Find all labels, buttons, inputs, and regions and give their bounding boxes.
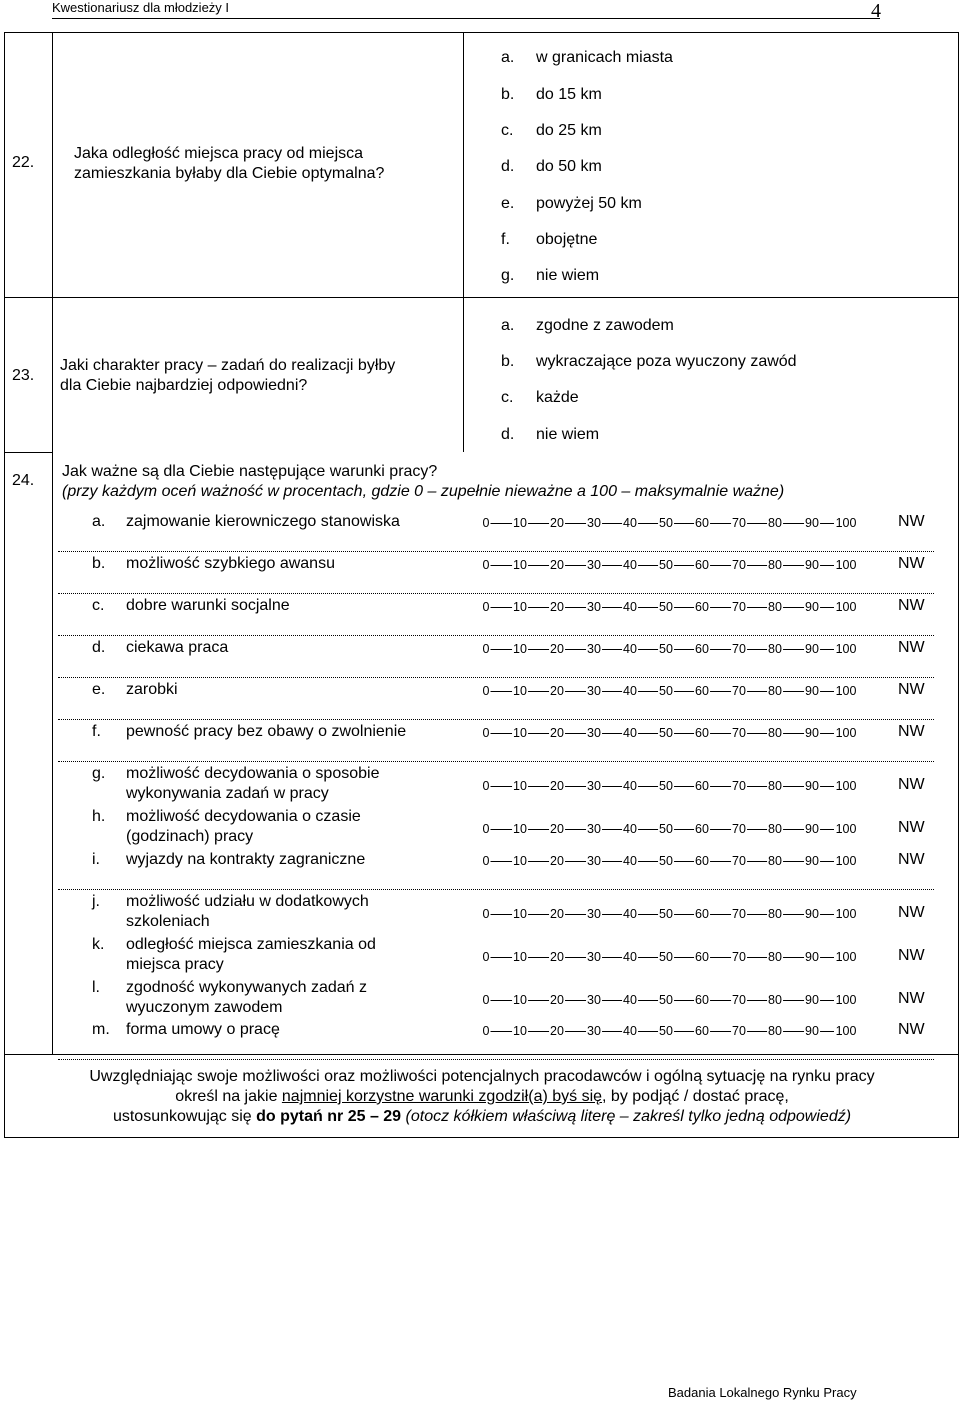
no-opinion-option[interactable]: NW [898, 990, 925, 1007]
scale-tick[interactable]: 90 [805, 993, 819, 1007]
rating-scale[interactable] [480, 557, 857, 573]
scale-tick[interactable]: 30 [587, 1024, 601, 1038]
row-separator [58, 635, 934, 636]
scale-tick[interactable]: 30 [587, 907, 601, 921]
option-23-b[interactable]: b. wykraczające poza wyuczony zawód [501, 353, 797, 370]
scale-tick[interactable]: 60 [695, 907, 709, 921]
rating-scale[interactable] [480, 725, 857, 741]
no-opinion-option[interactable]: NW [898, 555, 925, 572]
section-instruction: Uwzględniając swoje możliwości oraz możliwości potencjalnych pracodawców i ogólną sytuację na rynku pracy określ na jakie najmniej korzystne warunki zgodził(a) byś się, by podjąć / dostać pracę, ustosunkowując się do pytań nr 25 – 29 (otocz kółkiem właściwą literę – zakreśl tylko jedną odpowiedź) [89, 1068, 875, 1125]
rating-scale[interactable] [480, 821, 857, 837]
scale-tick[interactable]: 60 [695, 642, 709, 656]
scale-tick[interactable]: 70 [732, 993, 746, 1007]
scale-tick[interactable]: 30 [587, 822, 601, 836]
scale-tick[interactable]: 30 [587, 558, 601, 572]
rating-row-letter: e. [92, 681, 106, 698]
scale-tick[interactable]: 0 [482, 516, 490, 530]
no-opinion-option[interactable]: NW [898, 851, 925, 868]
question-number-22: 22. [12, 154, 35, 171]
scale-tick[interactable]: 20 [550, 779, 564, 793]
rating-row-label: zajmowanie kierowniczego stanowiska [126, 513, 400, 530]
rating-row [92, 681, 928, 703]
scale-tick[interactable]: 50 [659, 993, 673, 1007]
scale-tick[interactable]: 50 [659, 642, 673, 656]
scale-tick[interactable]: 10 [513, 516, 527, 530]
scale-tick[interactable]: 0 [482, 907, 490, 921]
scale-tick[interactable]: 80 [768, 950, 782, 964]
option-22-e[interactable]: e. powyżej 50 km [501, 195, 642, 212]
scale-tick[interactable]: 50 [659, 558, 673, 572]
scale-tick[interactable]: 70 [732, 642, 746, 656]
question-number-23: 23. [12, 367, 35, 384]
scale-tick[interactable]: 60 [695, 684, 709, 698]
scale-tick[interactable]: 0 [482, 600, 490, 614]
rating-row-label: zgodność wykonywanych zadań z wyuczonym zawodem [126, 979, 368, 1016]
question-text-23: Jaki charakter pracy – zadań do realizacji byłby dla Ciebie najbardziej odpowiedni? [60, 357, 396, 394]
no-opinion-option[interactable]: NW [898, 776, 925, 793]
scale-tick[interactable]: 100 [835, 779, 857, 793]
scale-tick[interactable]: 50 [659, 907, 673, 921]
rating-row-label: pewność pracy bez obawy o zwolnienie [126, 723, 407, 740]
no-opinion-option[interactable]: NW [898, 947, 925, 964]
scale-tick[interactable]: 100 [835, 907, 857, 921]
scale-tick[interactable]: 90 [805, 726, 819, 740]
rating-row [92, 851, 928, 873]
rating-scale[interactable] [480, 853, 857, 869]
scale-tick[interactable]: 80 [768, 993, 782, 1007]
rating-row-letter: k. [92, 936, 105, 953]
no-opinion-option[interactable]: NW [898, 681, 925, 698]
scale-tick[interactable]: 30 [587, 854, 601, 868]
scale-tick[interactable]: 70 [732, 822, 746, 836]
column-divider [463, 32, 464, 452]
rating-scale[interactable] [480, 949, 857, 965]
scale-tick[interactable]: 70 [732, 516, 746, 530]
scale-tick[interactable]: 10 [513, 950, 527, 964]
rating-row-letter: h. [92, 808, 106, 825]
option-22-g[interactable]: g. nie wiem [501, 267, 600, 284]
rating-row [92, 979, 928, 1021]
scale-tick[interactable]: 50 [659, 600, 673, 614]
scale-tick[interactable]: 80 [768, 779, 782, 793]
no-opinion-option[interactable]: NW [898, 904, 925, 921]
no-opinion-option[interactable]: NW [898, 639, 925, 656]
row-separator [58, 761, 934, 762]
no-opinion-option[interactable]: NW [898, 597, 925, 614]
rating-row-label: dobre warunki socjalne [126, 597, 290, 614]
option-22-c[interactable]: c. do 25 km [501, 122, 602, 139]
rating-row-letter: j. [92, 893, 100, 910]
scale-tick[interactable]: 90 [805, 950, 819, 964]
scale-tick[interactable]: 30 [587, 726, 601, 740]
option-23-c[interactable]: c. każde [501, 389, 579, 406]
row-separator [58, 719, 934, 720]
footer-text: Badania Lokalnego Rynku Pracy [668, 1385, 857, 1400]
rating-row-label: forma umowy o pracę [126, 1021, 280, 1038]
row-divider [4, 297, 959, 298]
scale-tick[interactable]: 60 [695, 822, 709, 836]
scale-tick[interactable]: 40 [623, 950, 637, 964]
row-divider [4, 1054, 959, 1055]
row-separator [58, 677, 934, 678]
scale-tick[interactable]: 30 [587, 950, 601, 964]
rating-row-letter: l. [92, 979, 100, 996]
scale-tick[interactable]: 50 [659, 822, 673, 836]
scale-tick[interactable]: 60 [695, 1024, 709, 1038]
row-separator [58, 1059, 934, 1060]
scale-tick[interactable]: 10 [513, 600, 527, 614]
rating-row-label: możliwość udziału w dodatkowych szkoleniach [126, 893, 369, 930]
scale-tick[interactable]: 30 [587, 642, 601, 656]
scale-tick[interactable]: 90 [805, 907, 819, 921]
scale-tick[interactable]: 70 [732, 600, 746, 614]
scale-tick[interactable]: 90 [805, 684, 819, 698]
no-opinion-option[interactable]: NW [898, 819, 925, 836]
scale-tick[interactable]: 50 [659, 726, 673, 740]
scale-tick[interactable]: 90 [805, 516, 819, 530]
rating-scale[interactable] [480, 515, 857, 531]
scale-tick[interactable]: 20 [550, 684, 564, 698]
scale-tick[interactable]: 100 [835, 950, 857, 964]
rating-row [92, 639, 928, 661]
scale-tick[interactable]: 0 [482, 993, 490, 1007]
scale-tick[interactable]: 80 [768, 1024, 782, 1038]
scale-tick[interactable]: 20 [550, 726, 564, 740]
scale-tick[interactable]: 10 [513, 726, 527, 740]
scale-tick[interactable]: 80 [768, 726, 782, 740]
scale-tick[interactable]: 100 [835, 726, 857, 740]
scale-tick[interactable]: 10 [513, 854, 527, 868]
rating-scale[interactable] [480, 906, 857, 922]
scale-tick[interactable]: 60 [695, 558, 709, 572]
scale-tick[interactable]: 20 [550, 907, 564, 921]
rating-scale[interactable] [480, 1023, 857, 1039]
scale-tick[interactable]: 10 [513, 822, 527, 836]
scale-tick[interactable]: 0 [482, 642, 490, 656]
question-number-24: 24. [12, 472, 35, 489]
scale-tick[interactable]: 70 [732, 558, 746, 572]
scale-tick[interactable]: 90 [805, 822, 819, 836]
scale-tick[interactable]: 40 [623, 558, 637, 572]
scale-tick[interactable]: 0 [482, 779, 490, 793]
scale-tick[interactable]: 70 [732, 854, 746, 868]
no-opinion-option[interactable]: NW [898, 513, 925, 530]
scale-tick[interactable]: 90 [805, 854, 819, 868]
rating-row-label: ciekawa praca [126, 639, 229, 656]
rating-row [92, 723, 928, 745]
scale-tick[interactable]: 30 [587, 684, 601, 698]
scale-tick[interactable]: 40 [623, 516, 637, 530]
scale-tick[interactable]: 70 [732, 907, 746, 921]
header-title: Kwestionariusz dla młodzieży I [52, 0, 230, 15]
rating-row-label: wyjazdy na kontrakty zagraniczne [126, 851, 366, 868]
rating-row [92, 893, 928, 935]
scale-tick[interactable]: 100 [835, 558, 857, 572]
scale-tick[interactable]: 10 [513, 642, 527, 656]
scale-tick[interactable]: 60 [695, 950, 709, 964]
rating-row-label: zarobki [126, 681, 178, 698]
rating-row-letter: d. [92, 639, 106, 656]
scale-tick[interactable]: 40 [623, 642, 637, 656]
scale-tick[interactable]: 0 [482, 854, 490, 868]
scale-tick[interactable]: 0 [482, 950, 490, 964]
scale-tick[interactable]: 40 [623, 600, 637, 614]
question-title-24: Jak ważne są dla Ciebie następujące warunki pracy? [62, 463, 438, 480]
scale-tick[interactable]: 10 [513, 684, 527, 698]
scale-tick[interactable]: 80 [768, 854, 782, 868]
option-22-b[interactable]: b. do 15 km [501, 86, 602, 103]
rating-row-letter: c. [92, 597, 105, 614]
scale-tick[interactable]: 50 [659, 516, 673, 530]
rating-row-label: odległość miejsca zamieszkania od miejsca pracy [126, 936, 376, 973]
scale-tick[interactable]: 10 [513, 907, 527, 921]
scale-tick[interactable]: 20 [550, 854, 564, 868]
rating-row-letter: b. [92, 555, 106, 572]
scale-tick[interactable]: 90 [805, 1024, 819, 1038]
rating-row [92, 597, 928, 619]
option-23-a[interactable]: a. zgodne z zawodem [501, 317, 674, 334]
scale-tick[interactable]: 0 [482, 1024, 490, 1038]
scale-tick[interactable]: 30 [587, 779, 601, 793]
scale-tick[interactable]: 60 [695, 854, 709, 868]
scale-tick[interactable]: 80 [768, 516, 782, 530]
scale-tick[interactable]: 0 [482, 558, 490, 572]
column-divider [52, 32, 53, 1054]
rating-row-label: możliwość szybkiego awansu [126, 555, 335, 572]
scale-tick[interactable]: 50 [659, 854, 673, 868]
scale-tick[interactable]: 10 [513, 1024, 527, 1038]
question-instruction-24: (przy każdym oceń ważność w procentach, gdzie 0 – zupełnie nieważne a 100 – maksymalnie ważne) [62, 483, 785, 500]
rating-scale[interactable] [480, 992, 857, 1008]
rating-row-label: możliwość decydowania o czasie (godzinach) pracy [126, 808, 361, 845]
scale-tick[interactable]: 80 [768, 600, 782, 614]
rating-row-label: możliwość decydowania o sposobie wykonywania zadań w pracy [126, 765, 380, 802]
scale-tick[interactable]: 50 [659, 779, 673, 793]
scale-tick[interactable]: 40 [623, 907, 637, 921]
scale-tick[interactable]: 40 [623, 822, 637, 836]
scale-tick[interactable]: 30 [587, 516, 601, 530]
scale-tick[interactable]: 80 [768, 642, 782, 656]
scale-tick[interactable]: 80 [768, 684, 782, 698]
row-separator [58, 889, 934, 890]
scale-tick[interactable]: 80 [768, 558, 782, 572]
scale-tick[interactable]: 10 [513, 779, 527, 793]
rating-row [92, 936, 928, 978]
option-22-d[interactable]: d. do 50 km [501, 158, 602, 175]
rating-row-letter: a. [92, 513, 106, 530]
rating-row [92, 513, 928, 535]
scale-tick[interactable]: 0 [482, 684, 490, 698]
scale-tick[interactable]: 40 [623, 993, 637, 1007]
scale-tick[interactable]: 20 [550, 558, 564, 572]
scale-tick[interactable]: 100 [835, 642, 857, 656]
scale-tick[interactable]: 60 [695, 779, 709, 793]
scale-tick[interactable]: 10 [513, 558, 527, 572]
row-separator [58, 551, 934, 552]
rating-row-letter: m. [92, 1021, 110, 1038]
scale-tick[interactable]: 0 [482, 822, 490, 836]
row-divider [4, 452, 53, 453]
scale-tick[interactable]: 60 [695, 726, 709, 740]
scale-tick[interactable]: 60 [695, 993, 709, 1007]
scale-tick[interactable]: 50 [659, 684, 673, 698]
scale-tick[interactable]: 40 [623, 726, 637, 740]
scale-tick[interactable]: 90 [805, 600, 819, 614]
scale-tick[interactable]: 40 [623, 1024, 637, 1038]
header-rule [52, 18, 880, 19]
rating-row-letter: g. [92, 765, 106, 782]
scale-tick[interactable]: 70 [732, 684, 746, 698]
scale-tick[interactable]: 100 [835, 854, 857, 868]
scale-tick[interactable]: 100 [835, 516, 857, 530]
scale-tick[interactable]: 20 [550, 822, 564, 836]
no-opinion-option[interactable]: NW [898, 723, 925, 740]
scale-tick[interactable]: 40 [623, 854, 637, 868]
scale-tick[interactable]: 40 [623, 684, 637, 698]
scale-tick[interactable]: 20 [550, 1024, 564, 1038]
scale-tick[interactable]: 20 [550, 600, 564, 614]
no-opinion-option[interactable]: NW [898, 1021, 925, 1038]
scale-tick[interactable]: 20 [550, 993, 564, 1007]
scale-tick[interactable]: 70 [732, 779, 746, 793]
row-separator [58, 593, 934, 594]
scale-tick[interactable]: 80 [768, 822, 782, 836]
scale-tick[interactable]: 100 [835, 993, 857, 1007]
rating-scale[interactable] [480, 683, 857, 699]
scale-tick[interactable]: 100 [835, 822, 857, 836]
scale-tick[interactable]: 70 [732, 950, 746, 964]
scale-tick[interactable]: 20 [550, 950, 564, 964]
scale-tick[interactable]: 30 [587, 600, 601, 614]
scale-tick[interactable]: 100 [835, 600, 857, 614]
rating-scale[interactable] [480, 641, 857, 657]
rating-row [92, 1021, 928, 1043]
option-23-d[interactable]: d. nie wiem [501, 426, 600, 443]
rating-row [92, 765, 928, 807]
scale-tick[interactable]: 20 [550, 642, 564, 656]
rating-row [92, 555, 928, 577]
scale-tick[interactable]: 100 [835, 684, 857, 698]
scale-tick[interactable]: 90 [805, 558, 819, 572]
rating-row-letter: i. [92, 851, 100, 868]
option-22-a[interactable]: a. w granicach miasta [501, 49, 673, 66]
rating-scale[interactable] [480, 599, 857, 615]
rating-scale[interactable] [480, 778, 857, 794]
rating-row [92, 808, 928, 850]
scale-tick[interactable]: 10 [513, 993, 527, 1007]
rating-row-letter: f. [92, 723, 101, 740]
scale-tick[interactable]: 60 [695, 600, 709, 614]
scale-tick[interactable]: 20 [550, 516, 564, 530]
scale-tick[interactable]: 70 [732, 1024, 746, 1038]
scale-tick[interactable]: 90 [805, 642, 819, 656]
scale-tick[interactable]: 80 [768, 907, 782, 921]
scale-tick[interactable]: 60 [695, 516, 709, 530]
scale-tick[interactable]: 30 [587, 993, 601, 1007]
scale-tick[interactable]: 90 [805, 779, 819, 793]
scale-tick[interactable]: 40 [623, 779, 637, 793]
scale-tick[interactable]: 100 [835, 1024, 857, 1038]
option-22-f[interactable]: f. obojętne [501, 231, 598, 248]
scale-tick[interactable]: 0 [482, 726, 490, 740]
scale-tick[interactable]: 70 [732, 726, 746, 740]
page-number: 4 [871, 0, 881, 22]
scale-tick[interactable]: 50 [659, 950, 673, 964]
scale-tick[interactable]: 50 [659, 1024, 673, 1038]
question-text-22: Jaka odległość miejsca pracy od miejsca zamieszkania byłaby dla Ciebie optymalna? [74, 145, 385, 182]
